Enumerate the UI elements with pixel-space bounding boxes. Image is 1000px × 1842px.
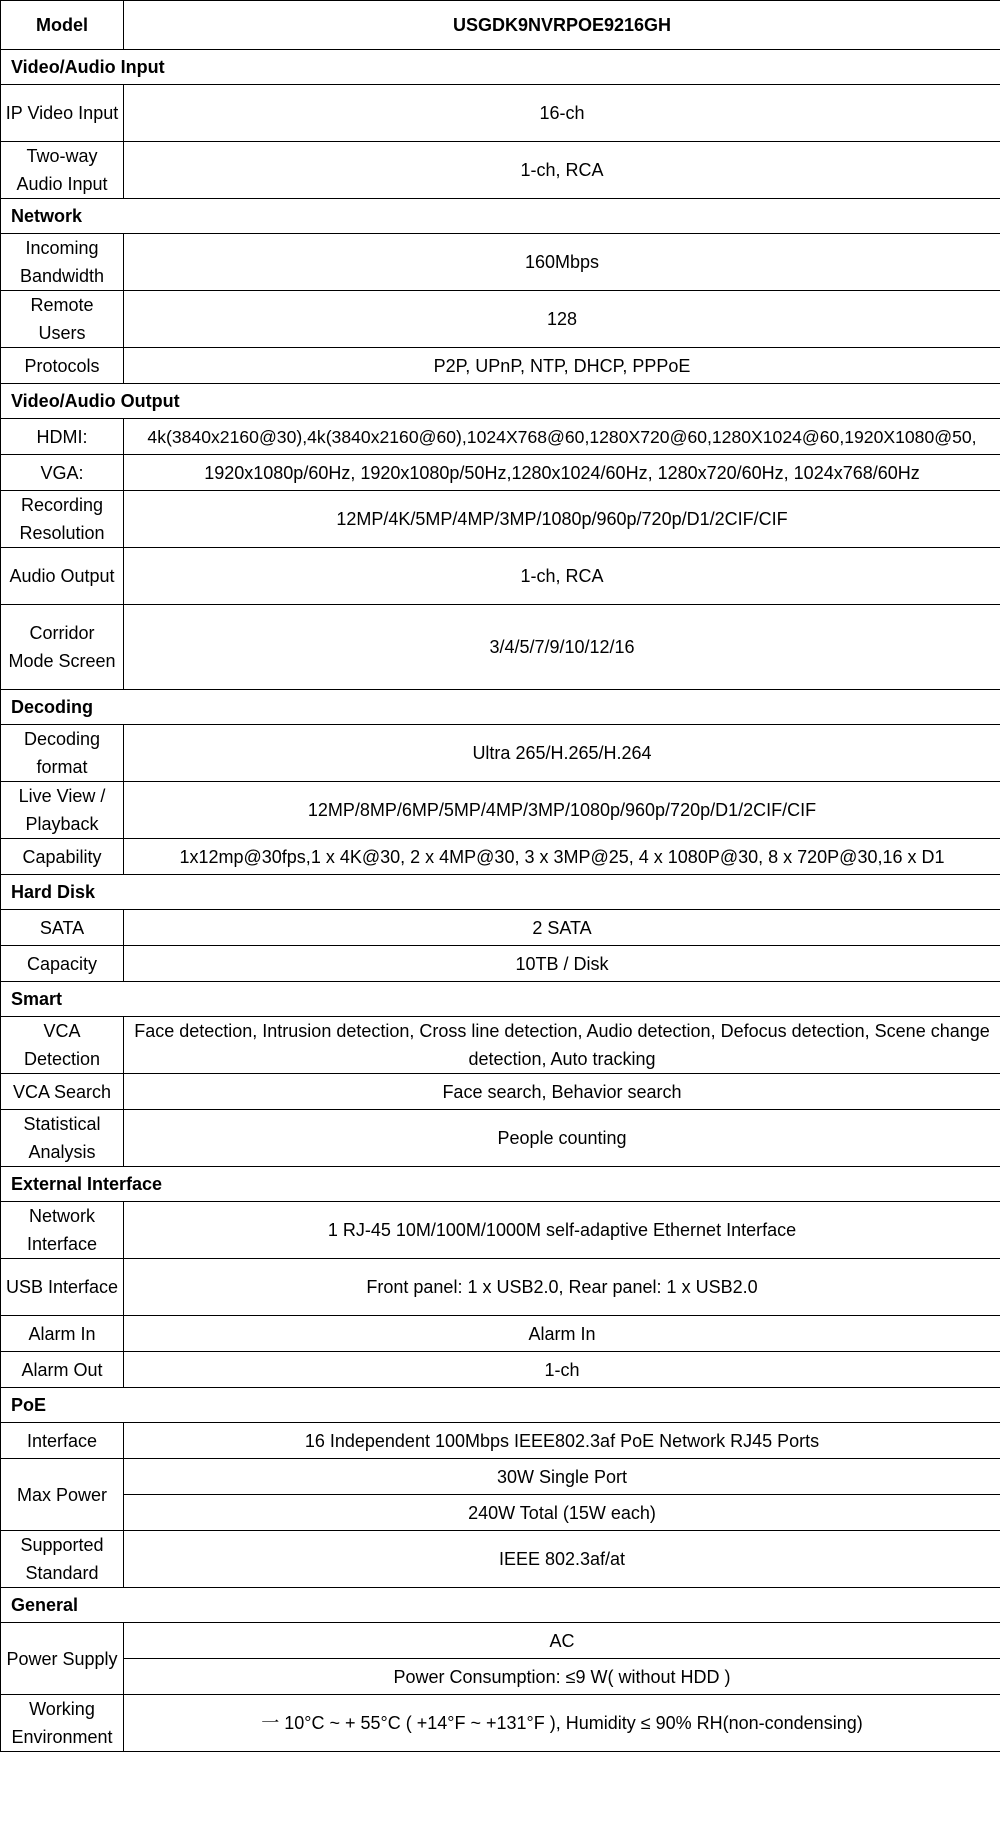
model-value: USGDK9NVRPOE9216GH xyxy=(124,1,1000,50)
spec-row xyxy=(1,1352,1000,1388)
spec-label-decoding-format: Decoding format xyxy=(1,725,124,782)
spec-row xyxy=(1,910,1000,946)
spec-value-corridor-mode-screen: 3/4/5/7/9/10/12/16 xyxy=(124,605,1000,690)
spec-row xyxy=(1,1074,1000,1110)
spec-row xyxy=(1,348,1000,384)
spec-row xyxy=(1,548,1000,605)
spec-label-two-way-audio-input: Two-way Audio Input xyxy=(1,142,124,199)
spec-label-usb-interface: USB Interface xyxy=(1,1259,124,1316)
spec-value-two-way-audio-input: 1-ch, RCA xyxy=(124,142,1000,199)
section-title-decoding: Decoding xyxy=(1,690,1000,725)
section-header xyxy=(1,50,1000,85)
spec-value-capability: 1x12mp@30fps,1 x 4K@30, 2 x 4MP@30, 3 x 3MP@25, 4 x 1080P@30, 8 x 720P@30,16 x D1 xyxy=(124,839,1000,875)
spec-row xyxy=(1,946,1000,982)
spec-value-vga: 1920x1080p/60Hz, 1920x1080p/50Hz,1280x1024/60Hz, 1280x720/60Hz, 1024x768/60Hz xyxy=(124,455,1000,491)
model-label: Model xyxy=(1,1,124,50)
spec-label-alarm-out: Alarm Out xyxy=(1,1352,124,1388)
spec-value-network-interface: 1 RJ-45 10M/100M/1000M self-adaptive Ethernet Interface xyxy=(124,1202,1000,1259)
spec-value-power-supply-2: Power Consumption: ≤9 W( without HDD ) xyxy=(124,1659,1000,1695)
spec-row xyxy=(1,1695,1000,1752)
spec-row xyxy=(1,1259,1000,1316)
spec-row xyxy=(1,291,1000,348)
spec-value-vca-detection: Face detection, Intrusion detection, Cross line detection, Audio detection, Defocus detection, Scene change detection, Auto tracking xyxy=(124,1017,1000,1074)
spec-label-vca-detection: VCA Detection xyxy=(1,1017,124,1074)
spec-row xyxy=(1,1623,1000,1659)
spec-label-capacity: Capacity xyxy=(1,946,124,982)
spec-value-max-power-2: 240W Total (15W each) xyxy=(124,1495,1000,1531)
spec-value-interface: 16 Independent 100Mbps IEEE802.3af PoE Network RJ45 Ports xyxy=(124,1423,1000,1459)
spec-row xyxy=(1,455,1000,491)
spec-label-hdmi: HDMI: xyxy=(1,419,124,455)
spec-row xyxy=(1,839,1000,875)
spec-row xyxy=(1,1017,1000,1074)
spec-row xyxy=(1,85,1000,142)
spec-label-ip-video-input: IP Video Input xyxy=(1,85,124,142)
spec-value-hdmi: 4k(3840x2160@30),4k(3840x2160@60),1024X768@60,1280X720@60,1280X1024@60,1920X1080@50, xyxy=(124,419,1000,455)
spec-value-live-view-playback: 12MP/8MP/6MP/5MP/4MP/3MP/1080p/960p/720p/D1/2CIF/CIF xyxy=(124,782,1000,839)
section-header xyxy=(1,690,1000,725)
spec-label-live-view-playback: Live View / Playback xyxy=(1,782,124,839)
spec-label-incoming-bandwidth: Incoming Bandwidth xyxy=(1,234,124,291)
spec-row xyxy=(1,605,1000,690)
spec-label-vga: VGA: xyxy=(1,455,124,491)
spec-value-alarm-out: 1-ch xyxy=(124,1352,1000,1388)
spec-row xyxy=(1,1316,1000,1352)
section-header xyxy=(1,1167,1000,1202)
section-header xyxy=(1,982,1000,1017)
spec-value-capacity: 10TB / Disk xyxy=(124,946,1000,982)
spec-row xyxy=(1,1659,1000,1695)
section-header xyxy=(1,199,1000,234)
spec-label-power-supply: Power Supply xyxy=(1,1623,124,1695)
section-title-smart: Smart xyxy=(1,982,1000,1017)
spec-value-remote-users: 128 xyxy=(124,291,1000,348)
spec-value-vca-search: Face search, Behavior search xyxy=(124,1074,1000,1110)
section-title-hard-disk: Hard Disk xyxy=(1,875,1000,910)
spec-row xyxy=(1,725,1000,782)
spec-value-incoming-bandwidth: 160Mbps xyxy=(124,234,1000,291)
spec-row xyxy=(1,1110,1000,1167)
spec-row xyxy=(1,782,1000,839)
spec-value-recording-resolution: 12MP/4K/5MP/4MP/3MP/1080p/960p/720p/D1/2CIF/CIF xyxy=(124,491,1000,548)
spec-value-max-power-1: 30W Single Port xyxy=(124,1459,1000,1495)
spec-label-audio-output: Audio Output xyxy=(1,548,124,605)
spec-label-corridor-mode-screen: Corridor Mode Screen xyxy=(1,605,124,690)
spec-value-protocols: P2P, UPnP, NTP, DHCP, PPPoE xyxy=(124,348,1000,384)
spec-row xyxy=(1,1495,1000,1531)
spec-value-working-environment: 一 10°C ~ + 55°C ( +14°F ~ +131°F ), Humidity ≤ 90% RH(non-condensing) xyxy=(124,1695,1000,1752)
section-header xyxy=(1,1588,1000,1623)
spec-row xyxy=(1,1531,1000,1588)
spec-value-power-supply-1: AC xyxy=(124,1623,1000,1659)
spec-value-ip-video-input: 16-ch xyxy=(124,85,1000,142)
section-title-video-audio-output: Video/Audio Output xyxy=(1,384,1000,419)
spec-label-recording-resolution: Recording Resolution xyxy=(1,491,124,548)
spec-value-statistical-analysis: People counting xyxy=(124,1110,1000,1167)
spec-label-network-interface: Network Interface xyxy=(1,1202,124,1259)
spec-label-supported-standard: Supported Standard xyxy=(1,1531,124,1588)
spec-row xyxy=(1,419,1000,455)
spec-row xyxy=(1,142,1000,199)
spec-value-audio-output: 1-ch, RCA xyxy=(124,548,1000,605)
spec-label-sata: SATA xyxy=(1,910,124,946)
spec-value-supported-standard: IEEE 802.3af/at xyxy=(124,1531,1000,1588)
spec-label-alarm-in: Alarm In xyxy=(1,1316,124,1352)
section-header xyxy=(1,384,1000,419)
section-title-network: Network xyxy=(1,199,1000,234)
spec-value-sata: 2 SATA xyxy=(124,910,1000,946)
section-header xyxy=(1,875,1000,910)
spec-row xyxy=(1,491,1000,548)
spec-row xyxy=(1,1202,1000,1259)
spec-label-working-environment: Working Environment xyxy=(1,1695,124,1752)
section-title-poe: PoE xyxy=(1,1388,1000,1423)
spec-label-protocols: Protocols xyxy=(1,348,124,384)
spec-label-interface: Interface xyxy=(1,1423,124,1459)
model-row xyxy=(1,1,1000,50)
section-title-general: General xyxy=(1,1588,1000,1623)
spec-row xyxy=(1,1459,1000,1495)
spec-row xyxy=(1,1423,1000,1459)
spec-value-alarm-in: Alarm In xyxy=(124,1316,1000,1352)
section-title-external-interface: External Interface xyxy=(1,1167,1000,1202)
spec-label-remote-users: Remote Users xyxy=(1,291,124,348)
spec-value-decoding-format: Ultra 265/H.265/H.264 xyxy=(124,725,1000,782)
section-header xyxy=(1,1388,1000,1423)
spec-label-vca-search: VCA Search xyxy=(1,1074,124,1110)
spec-row xyxy=(1,234,1000,291)
spec-label-capability: Capability xyxy=(1,839,124,875)
spec-value-usb-interface: Front panel: 1 x USB2.0, Rear panel: 1 x USB2.0 xyxy=(124,1259,1000,1316)
spec-label-statistical-analysis: Statistical Analysis xyxy=(1,1110,124,1167)
section-title-video-audio-input: Video/Audio Input xyxy=(1,50,1000,85)
spec-label-max-power: Max Power xyxy=(1,1459,124,1531)
